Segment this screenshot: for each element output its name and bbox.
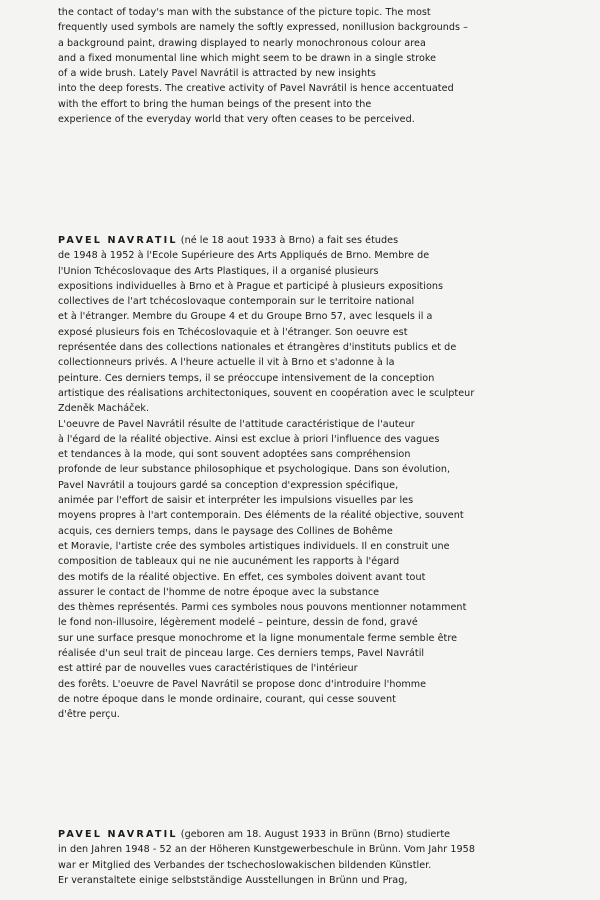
text-line: représentée dans des collections nationales et étrangères d'instituts publics et de: [58, 342, 457, 354]
text-line: with the effort to bring the human beings of the present into the: [58, 98, 372, 110]
text-line: expositions individuelles à Brno et à Prague et participé à plusieurs expositions: [58, 280, 444, 292]
text-line: profonde de leur substance philosophique et psychologique. Dans son évolution,: [58, 464, 451, 476]
text-line: Zdeněk Macháček.: [58, 403, 150, 415]
text-line: artistique des réalisations architectoniques, souvent en coopération avec le sculpteur: [58, 387, 475, 399]
text-line: réalisée d'un seul trait de pinceau large. Ces derniers temps, Pavel Navrátil: [58, 648, 425, 660]
text-line: est attiré par de nouvelles vues caractéristiques de l'intérieur: [58, 663, 358, 675]
text-line: assurer le contact de l'homme de notre époque avec la substance: [58, 586, 380, 598]
text-line: in den Jahren 1948 - 52 an der Höheren Kunstgewerbeschule in Brünn. Vom Jahr 1958: [58, 844, 475, 856]
text-line: l'Union Tchécoslovaque des Arts Plastiques, il a organisé plusieurs: [58, 265, 379, 277]
text-line: collectionneurs privés. A l'heure actuelle il vit à Brno et s'adonne à la: [58, 357, 395, 369]
text-line: L'oeuvre de Pavel Navrátil résulte de l'attitude caractéristique de l'auteur: [58, 418, 415, 430]
text-line: animée par l'effort de saisir et interpréter les impulsions visuelles par les: [58, 495, 414, 507]
text-line: frequently used symbols are namely the softly expressed, nonillusion backgrounds –: [58, 22, 469, 34]
text-line: à l'égard de la réalité objective. Ainsi est exclue à priori l'influence des vagues: [58, 433, 440, 445]
french-text-block: [58, 233, 558, 723]
text-line: d'être perçu.: [58, 709, 120, 721]
text-line: of a wide brush. Lately Pavel Navrátil is attracted by new insights: [58, 68, 376, 80]
text-line: peinture. Ces derniers temps, il se préoccupe intensivement de la conception: [58, 372, 435, 384]
text-line: into the deep forests. The creative activity of Pavel Navrátil is hence accentuated: [58, 83, 454, 95]
text-line: et à l'étranger. Membre du Groupe 4 et du Groupe Brno 57, avec lesquels il a: [58, 311, 433, 323]
text-line: experience of the everyday world that very often ceases to be perceived.: [58, 114, 415, 126]
text-line: Er veranstaltete einige selbstständige Ausstellungen in Brünn und Prag,: [58, 874, 408, 886]
english-text-block: [58, 0, 558, 127]
text-line: des motifs de la réalité objective. En effet, ces symboles doivent avant tout: [58, 571, 426, 583]
text-line: exposé plusieurs fois en Tchécoslovaquie et à l'étranger. Son oeuvre est: [58, 326, 408, 338]
text-line: des thèmes représentés. Parmi ces symboles nous pouvons mentionner notamment: [58, 602, 467, 614]
text-line: et Moravie, l'artiste crée des symboles artistiques individuels. Il en construit une: [58, 540, 450, 552]
text-line: de 1948 à 1952 à l'Ecole Supérieure des Arts Appliqués de Brno. Membre de: [58, 250, 430, 262]
text-line: le fond non-illusoire, légèrement modelé – peinture, dessin de fond, gravé: [58, 617, 418, 629]
german-text-block: [58, 827, 558, 888]
text-line: des forêts. L'oeuvre de Pavel Navrátil se propose donc d'introduire l'homme: [58, 678, 427, 690]
text-line: de notre époque dans le monde ordinaire, courant, qui cesse souvent: [58, 693, 396, 705]
artist-name: PAVEL NAVRATIL: [58, 235, 178, 246]
text-line: [58, 233, 558, 248]
text-fragment: (né le 18 aout 1933 à Brno) a fait ses études: [177, 235, 399, 246]
text-line: composition de tableaux qui ne nie aucunément les rapports à l'égard: [58, 556, 400, 568]
text-line: [58, 827, 558, 842]
text-line: a background paint, drawing displayed to nearly monochronous colour area: [58, 37, 426, 49]
text-line: et tendances à la mode, qui sont souvent adoptées sans compréhension: [58, 449, 411, 461]
text-line: Pavel Navrátil a toujours gardé sa conception d'expression spécifique,: [58, 479, 399, 491]
artist-name: PAVEL NAVRATIL: [58, 829, 178, 840]
text-line: the contact of today's man with the substance of the picture topic. The most: [58, 7, 431, 18]
text-line: moyens propres à l'art contemporain. Des éléments de la réalité objective, souvent: [58, 510, 464, 522]
text-line: sur une surface presque monochrome et la ligne monumentale ferme semble être: [58, 632, 458, 644]
text-fragment: (geboren am 18. August 1933 in Brünn (Brno) studierte: [177, 829, 451, 840]
text-line: acquis, ces derniers temps, dans le paysage des Collines de Bohême: [58, 525, 393, 537]
text-line: and a fixed monumental line which might seem to be drawn in a single stroke: [58, 52, 437, 64]
text-line: war er Mitglied des Verbandes der tschechoslowakischen bildenden Künstler.: [58, 859, 432, 871]
text-line: collectives de l'art tchécoslovaque contemporain sur le territoire national: [58, 296, 415, 308]
